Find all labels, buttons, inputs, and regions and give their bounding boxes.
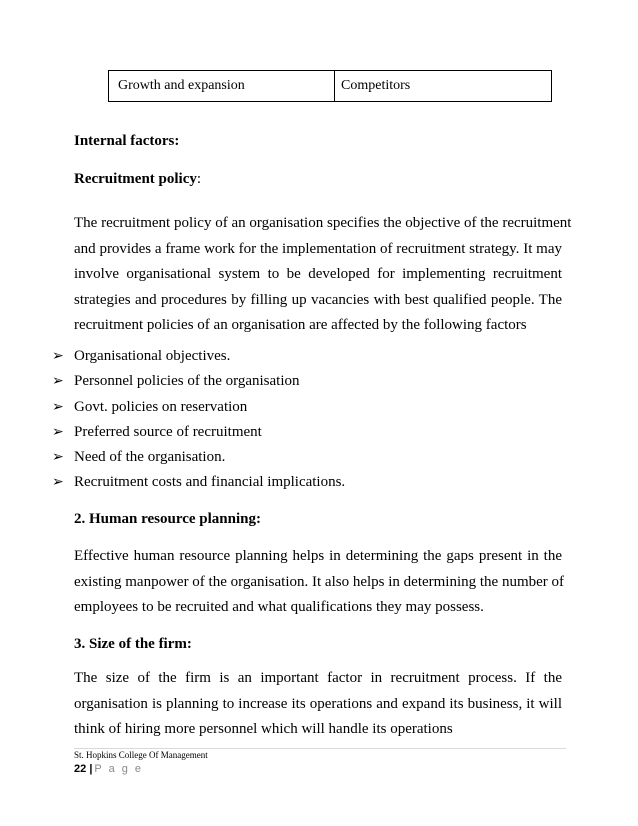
recruitment-policy-heading (74, 171, 201, 188)
list-item (52, 470, 345, 495)
paragraph-line: Effective human resource planning helps in determining the gaps present in the (74, 548, 562, 564)
arrow-bullet-icon: ➢ (52, 399, 64, 415)
paragraph-line: involve organisational system to be developed for implementing recruitment (74, 266, 562, 282)
list-item-text: Govt. policies on reservation (74, 398, 248, 415)
hr-planning-heading: 2. Human resource planning: (74, 511, 261, 527)
paragraph-line: and provides a frame work for the implementation of recruitment strategy. It may (74, 240, 562, 257)
factors-table (108, 70, 552, 102)
list-item-text: Organisational objectives. (74, 348, 231, 364)
paragraph-line: recruitment policies of an organisation are affected by the following factors (74, 317, 527, 333)
list-item-text: Preferred source of recruitment (74, 423, 262, 440)
list-item (52, 395, 345, 420)
table-cell-competitors: Competitors (341, 78, 411, 93)
arrow-bullet-icon: ➢ (52, 475, 64, 491)
recruitment-policy-colon: : (196, 171, 202, 187)
page-number-value: 22 (74, 763, 87, 775)
paragraph-line: employees to be recruited and what qualifications they may possess. (74, 599, 484, 615)
paragraph-line: The size of the firm is an important factor in recruitment process. If the (74, 670, 562, 686)
paragraph-line: organisation is planning to increase its operations and expand its business, it will (74, 695, 562, 712)
hr-planning-paragraph (74, 544, 565, 621)
list-item-text: Recruitment costs and financial implications. (74, 474, 346, 491)
arrow-bullet-icon: ➢ (52, 424, 64, 440)
list-item (52, 445, 345, 470)
list-item-text: Need of the organisation. (74, 449, 226, 466)
list-item (52, 369, 345, 394)
footer-divider (74, 748, 566, 749)
arrow-bullet-icon: ➢ (52, 349, 64, 364)
page-separator: | (89, 763, 93, 775)
internal-factors-heading: Internal factors: (74, 133, 180, 149)
paragraph-line: think of hiring more personnel which will handle its operations (74, 721, 453, 737)
paragraph-line: The recruitment policy of an organisation specifies the objective of the recruitment (74, 215, 572, 231)
page-label: P a g e (94, 763, 144, 775)
footer-college-name: St. Hopkins College Of Management (74, 750, 208, 760)
list-item (52, 344, 345, 369)
recruitment-policy-paragraph (74, 211, 572, 339)
table-cell-growth: Growth and expansion (109, 71, 335, 101)
factors-bullet-list (52, 344, 345, 496)
size-of-firm-paragraph (74, 666, 562, 743)
list-item-text: Personnel policies of the organisation (74, 373, 300, 390)
size-of-firm-heading: 3. Size of the firm: (74, 636, 192, 652)
arrow-bullet-icon: ➢ (52, 450, 64, 466)
paragraph-line: existing manpower of the organisation. It also helps in determining the number of (74, 573, 565, 590)
page-number (74, 763, 143, 775)
recruitment-policy-label: Recruitment policy (74, 171, 197, 187)
list-item (52, 420, 345, 445)
paragraph-line: strategies and procedures by filling up vacancies with best qualified people. The (74, 291, 562, 308)
arrow-bullet-icon: ➢ (52, 374, 64, 390)
